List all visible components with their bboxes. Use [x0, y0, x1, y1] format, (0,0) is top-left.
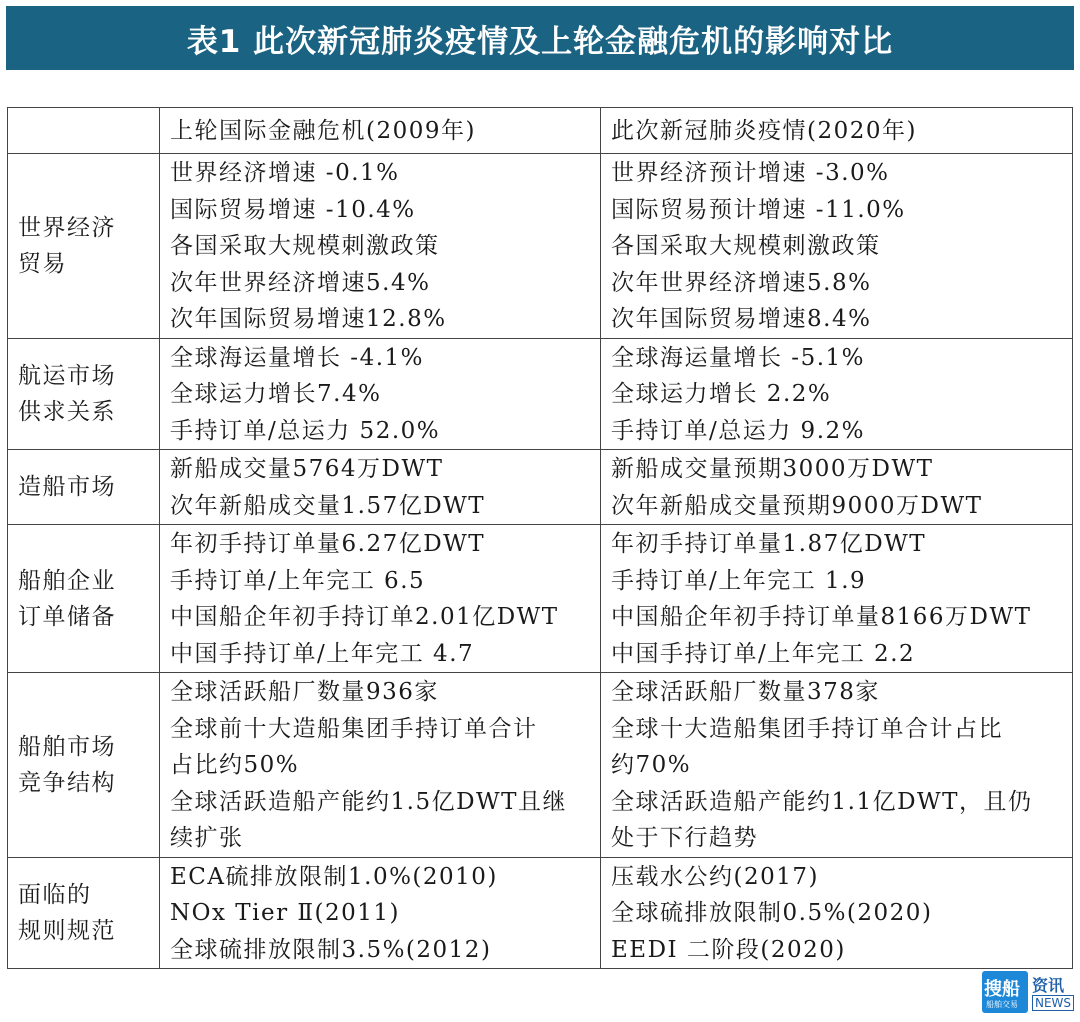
category-cell: [8, 857, 160, 969]
cell-line: NOx Tier Ⅱ(2011): [170, 900, 400, 926]
table-row: [8, 857, 1073, 969]
cell-line: EEDI 二阶段(2020): [611, 936, 846, 963]
logo-box: [982, 971, 1028, 1013]
cell-2020: [601, 338, 1073, 450]
cell-line: 手持订单/总运力 9.2%: [611, 417, 865, 444]
cell-line: 年初手持订单量6.27亿DWT: [170, 531, 486, 557]
comparison-table: [7, 107, 1073, 969]
cell-2020: [601, 154, 1073, 339]
cell-line: 船舶企业: [18, 567, 116, 594]
cell-line: 中国船企年初手持订单2.01亿DWT: [170, 604, 559, 630]
cell-line: 全球运力增长 2.2%: [611, 381, 832, 407]
header-cell-2009: 上轮国际金融危机(2009年): [160, 108, 601, 154]
logo-news-en: NEWS: [1032, 995, 1074, 1011]
cell-line: 全球活跃造船产能约1.5亿DWT且继: [170, 788, 567, 815]
cell-line: 国际贸易增速 -10.4%: [170, 196, 416, 223]
cell-line: 世界经济预计增速 -3.0%: [611, 160, 890, 186]
cell-line: 处于下行趋势: [611, 825, 758, 851]
cell-line: 贸易: [18, 251, 67, 278]
cell-line: 船舶市场: [18, 733, 116, 760]
cell-line: 次年新船成交量预期9000万DWT: [611, 492, 983, 519]
cell-line: 手持订单/上年完工 1.9: [611, 567, 867, 594]
table-header-row: [8, 108, 1073, 154]
cell-line: 各国采取大规模刺激政策: [170, 233, 440, 259]
cell-line: 全球活跃造船产能约1.1亿DWT，且仍: [611, 788, 1033, 815]
cell-2009: [160, 154, 601, 339]
watermark-logo: [982, 969, 1074, 1017]
cell-2020: [601, 450, 1073, 525]
cell-line: 各国采取大规模刺激政策: [611, 233, 881, 259]
cell-line: 全球运力增长7.4%: [170, 381, 382, 407]
cell-line: 航运市场: [18, 362, 116, 389]
cell-line: 全球硫排放限制3.5%(2012): [170, 936, 492, 963]
cell-line: 中国手持订单/上年完工 4.7: [170, 640, 475, 667]
table-row: [8, 450, 1073, 525]
cell-line: 手持订单/上年完工 6.5: [170, 567, 426, 594]
cell-line: 次年国际贸易增速12.8%: [170, 306, 447, 332]
cell-2009: [160, 525, 601, 673]
cell-line: 全球十大造船集团手持订单合计占比: [611, 715, 1003, 742]
table-row: [8, 673, 1073, 858]
cell-line: 面临的: [18, 881, 92, 908]
category-cell: [8, 525, 160, 673]
cell-line: 约70%: [611, 752, 692, 778]
cell-line: 续扩张: [170, 825, 244, 851]
category-cell: [8, 338, 160, 450]
cell-line: 中国手持订单/上年完工 2.2: [611, 640, 916, 667]
cell-line: 全球硫排放限制0.5%(2020): [611, 900, 933, 926]
category-cell: [8, 673, 160, 858]
cell-line: 次年国际贸易增速8.4%: [611, 306, 872, 332]
cell-line: 次年世界经济增速5.8%: [611, 269, 872, 296]
table-row: [8, 338, 1073, 450]
cell-2009: [160, 857, 601, 969]
cell-line: 竞争结构: [18, 770, 116, 797]
cell-line: 占比约50%: [170, 752, 300, 778]
table-title: 表1 此次新冠肺炎疫情及上轮金融危机的影响对比: [186, 23, 894, 60]
cell-line: 全球活跃船厂数量936家: [170, 679, 439, 705]
cell-line: 全球海运量增长 -4.1%: [170, 344, 425, 371]
header-cell-empty: [8, 108, 160, 154]
logo-text: 搜船: [984, 979, 1020, 1000]
header-cell-2020: 此次新冠肺炎疫情(2020年): [601, 108, 1073, 154]
cell-line: 世界经济: [18, 214, 116, 241]
cell-line: 新船成交量预期3000万DWT: [611, 456, 934, 482]
cell-2020: [601, 525, 1073, 673]
cell-line: 国际贸易预计增速 -11.0%: [611, 196, 906, 223]
cell-line: 全球活跃船厂数量378家: [611, 679, 880, 705]
cell-2009: [160, 450, 601, 525]
cell-2009: [160, 338, 601, 450]
category-cell: [8, 154, 160, 339]
cell-line: 订单储备: [18, 604, 116, 630]
table-row: [8, 154, 1073, 339]
cell-line: 次年新船成交量1.57亿DWT: [170, 492, 486, 519]
logo-news-cn: 资讯: [1032, 976, 1065, 995]
cell-line: 全球前十大造船集团手持订单合计: [170, 715, 538, 742]
cell-2020: [601, 673, 1073, 858]
logo-subtext: 船舶交易: [986, 1000, 1018, 1009]
cell-2020: [601, 857, 1073, 969]
cell-line: 世界经济增速 -0.1%: [170, 160, 400, 186]
cell-line: 全球海运量增长 -5.1%: [611, 344, 866, 371]
title-banner: [6, 6, 1074, 70]
cell-line: 年初手持订单量1.87亿DWT: [611, 531, 927, 557]
cell-line: 压载水公约(2017): [611, 863, 819, 890]
cell-line: 手持订单/总运力 52.0%: [170, 417, 441, 444]
cell-line: 供求关系: [18, 399, 116, 426]
cell-line: 新船成交量5764万DWT: [170, 456, 444, 482]
category-cell: [8, 450, 160, 525]
cell-line: 次年世界经济增速5.4%: [170, 269, 431, 296]
cell-2009: [160, 673, 601, 858]
table-row: [8, 525, 1073, 673]
cell-line: 造船市场: [18, 474, 116, 501]
cell-line: 中国船企年初手持订单量8166万DWT: [611, 604, 1032, 630]
cell-line: 规则规范: [18, 918, 116, 945]
cell-line: ECA硫排放限制1.0%(2010): [170, 863, 498, 890]
